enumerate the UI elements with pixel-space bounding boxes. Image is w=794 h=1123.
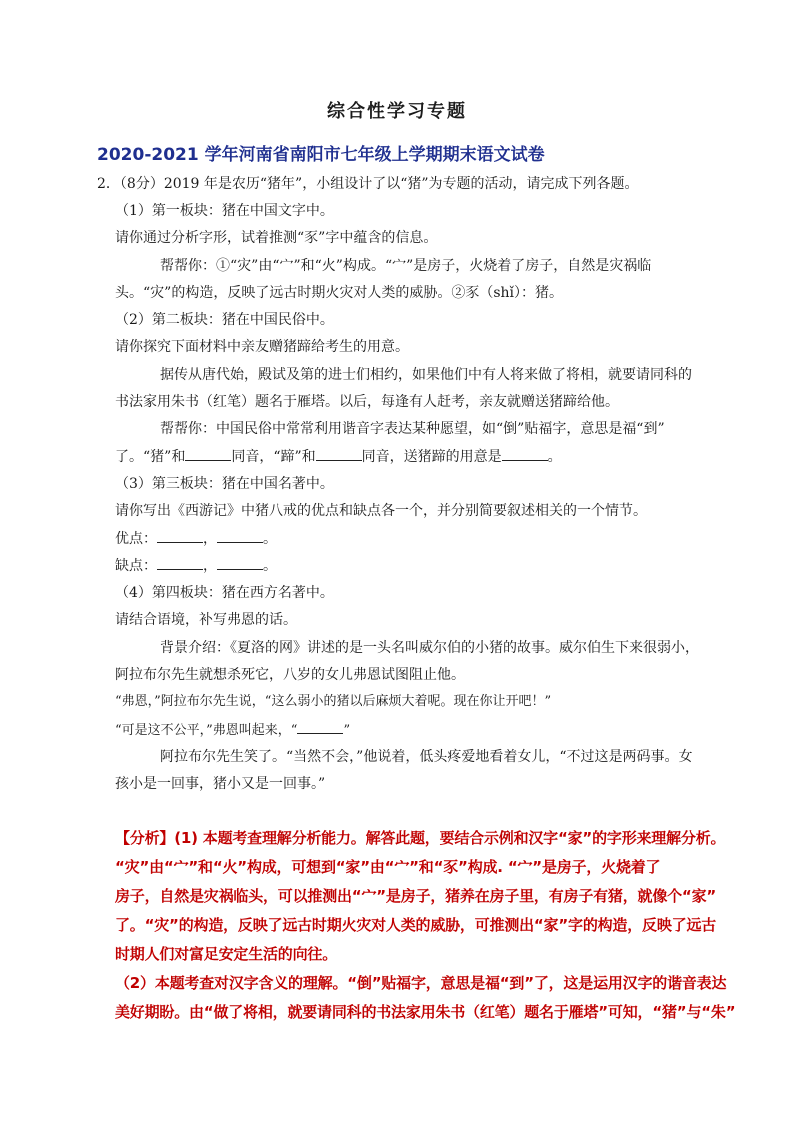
analysis-line1-text: (1) 本题考查理解分析能力。解答此题，要结合示例和汉字“家”的字形来理解分析。 xyxy=(174,829,726,847)
analysis-line3: 房子，自然是灾祸临头，可以推测出“宀”是房子，猪养在房子里，有房子有猪，就像个“家” xyxy=(115,887,717,905)
analysis-line2: “灾”由“宀”和“火”构成，可想到“家”由“宀”和“豕”构成. “宀”是房子，火烧着了 xyxy=(115,858,661,876)
answer-blank-1[interactable] xyxy=(185,446,231,461)
part1-help-line1: 帮帮你：①“灾”由“宀”和“火”构成。“宀”是房子，火烧着了房子，自然是灾祸临 xyxy=(160,258,652,274)
quote2-close: ” xyxy=(343,723,351,738)
fault-label: 缺点： xyxy=(115,558,157,574)
part3-merit-line xyxy=(115,528,277,549)
part1-heading: （1）第一板块：猪在中国文字中。 xyxy=(115,203,334,219)
part3-prompt: 请你写出《西游记》中猪八戒的优点和缺点各一个，并分别简要叙述相关的一个情节。 xyxy=(115,503,647,519)
part4-background-line1: 背景介绍：《夏洛的网》讲述的是一头名叫威尔伯的小猪的故事。威尔伯生下来很弱小， xyxy=(160,640,699,656)
part4-prompt: 请结合语境，补写弗恩的话。 xyxy=(115,612,297,628)
merit-blank-1[interactable] xyxy=(157,528,203,543)
part4-heading: （4）第四板块：猪在西方名著中。 xyxy=(115,585,334,601)
part3-fault-line xyxy=(115,555,277,576)
analysis-line4: 了。“灾”的构造，反映了远古时期火灾对人类的威胁，可推测出“家”字的构造，反映了远古 xyxy=(115,916,717,934)
part2-material-line2: 书法家用朱书（红笔）题名于雁塔。以后，每逢有人赶考，亲友就赠送猪蹄给他。 xyxy=(115,394,619,410)
analysis-line7: 美好期盼。由“做了将相，就要请同科的书法家用朱书（红笔）题名于雁塔”可知，“猪”与“朱” xyxy=(115,1003,736,1021)
part2-material-line1: 据传从唐代始，殿试及第的进士们相约，如果他们中有人将来做了将相，就要请同科的 xyxy=(160,367,692,383)
analysis-tag: 【分析】 xyxy=(115,829,175,847)
part2-prompt: 请你探究下面材料中亲友赠猪蹄给考生的用意。 xyxy=(115,339,409,355)
part2-help-line1: 帮帮你：中国民俗中常常利用谐音字表达某种愿望，如“倒”贴福字，意思是福“到” xyxy=(160,421,665,437)
analysis-line5: 时期人们对富足安定生活的向往。 xyxy=(115,945,338,963)
answer-blank-3[interactable] xyxy=(502,446,548,461)
question-number: 2．（8分）2019 年是农历“猪年”，小组设计了以“猪”为专题的活动，请完成下列各题。 xyxy=(97,176,639,192)
part2-text-d: 。 xyxy=(547,449,562,465)
fault-blank-1[interactable] xyxy=(157,555,203,570)
quote2-text: “可是这不公平，”弗恩叫起来，“ xyxy=(115,723,298,738)
merit-label: 优点： xyxy=(115,531,157,547)
part2-text-a: 了。“猪”和 xyxy=(115,449,186,465)
part2-heading: （2）第二板块：猪在中国民俗中。 xyxy=(115,312,334,328)
part2-help-line2 xyxy=(115,446,562,467)
fault-blank-2[interactable] xyxy=(217,555,263,570)
fault-end: 。 xyxy=(263,558,277,574)
merit-end: 。 xyxy=(263,531,277,547)
part1-prompt: 请你通过分析字形，试着推测“豕”字中蕴含的信息。 xyxy=(115,230,438,246)
page-title: 综合性学习专题 xyxy=(327,101,467,122)
part4-quote3-line1: 阿拉布尔先生笑了。“当然不会，”他说着，低头疼爱地看着女儿，“不过这是两码事。女 xyxy=(160,749,693,765)
part4-quote1: “弗恩，”阿拉布尔先生说，“这么弱小的猪以后麻烦大着呢。现在你让开吧！” xyxy=(115,694,552,709)
fault-sep: ， xyxy=(203,558,217,574)
answer-blank-2[interactable] xyxy=(316,446,362,461)
part2-text-c: 同音，送猪蹄的用意是 xyxy=(361,449,502,465)
part4-quote2 xyxy=(115,719,350,741)
part4-background-line2: 阿拉布尔先生就想杀死它，八岁的女儿弗恩试图阻止他。 xyxy=(115,667,465,683)
merit-sep: ， xyxy=(203,531,217,547)
analysis-line1 xyxy=(115,828,725,848)
part1-help-line2: 头。“灾”的构造，反映了远古时期火灾对人类的威胁。②豕（shǐ）：猪。 xyxy=(115,285,563,301)
exam-subtitle: 2020-2021 学年河南省南阳市七年级上学期期末语文试卷 xyxy=(97,145,545,165)
part3-heading: （3）第三板块：猪在中国名著中。 xyxy=(115,476,334,492)
part4-quote3-line2: 孩小是一回事，猪小又是一回事。” xyxy=(115,776,326,792)
analysis-line6: （2）本题考查对汉字含义的理解。“倒”贴福字，意思是福“到”了，这是运用汉字的谐音表达 xyxy=(115,974,727,992)
fern-words-blank[interactable] xyxy=(297,719,343,734)
merit-blank-2[interactable] xyxy=(217,528,263,543)
part2-text-b: 同音，“蹄”和 xyxy=(231,449,316,465)
